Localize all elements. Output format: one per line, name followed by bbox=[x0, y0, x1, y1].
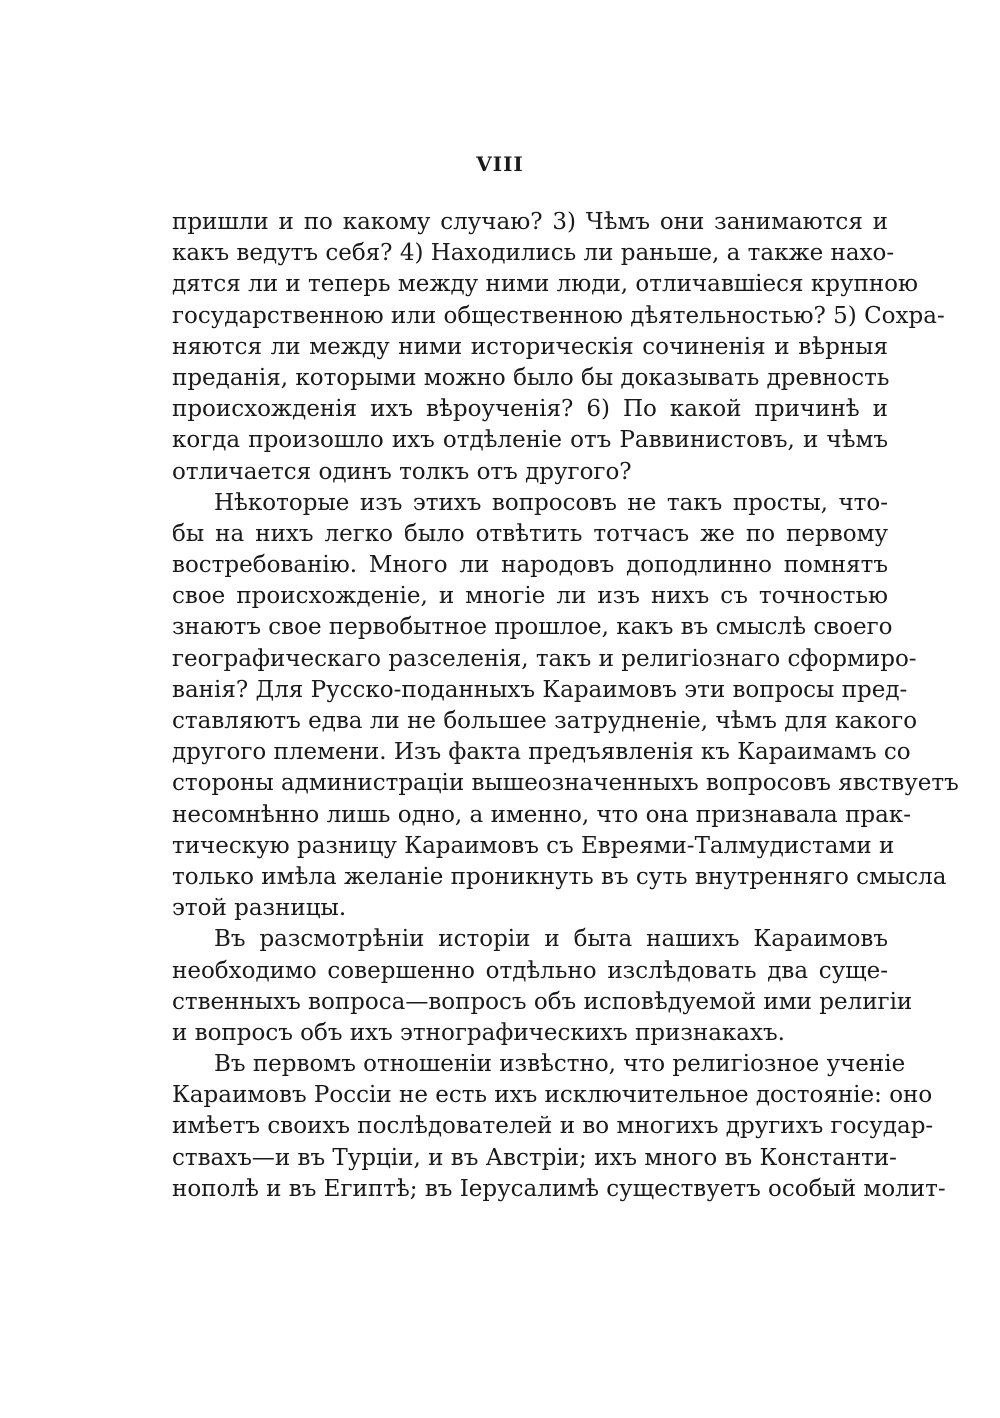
paragraph-end-line: этой разницы. bbox=[172, 895, 347, 922]
text-line: происхожденія ихъ вѣроученія? 6) По какой причинѣ и bbox=[172, 396, 888, 423]
text-line: знаютъ свое первобытное прошлое, какъ въ смыслѣ своего bbox=[172, 614, 893, 641]
text-line: другого племени. Изъ факта предъявленія къ Караимамъ со bbox=[172, 739, 911, 766]
text-line: необходимо совершенно отдѣльно изслѣдовать два суще- bbox=[172, 957, 888, 984]
page-number: VIII bbox=[476, 152, 524, 176]
text-line: имѣетъ своихъ послѣдователей и во многихъ другихъ государ- bbox=[172, 1113, 934, 1140]
text-line: пришли и по какому случаю? 3) Чѣмъ они занимаются и bbox=[172, 209, 888, 235]
paragraph-start-line: Нѣкоторые изъ этихъ вопросовъ не такъ просты, что- bbox=[214, 489, 888, 516]
paragraph-end-line: и вопросъ объ ихъ этнографическихъ признакахъ. bbox=[172, 1019, 785, 1046]
text-line: нополѣ и въ Египтѣ; въ Іерусалимѣ существуетъ особый молит- bbox=[172, 1175, 946, 1202]
text-line: преданія, которыми можно было бы доказывать древность bbox=[172, 364, 890, 391]
text-line: ванія? Для Русско-поданныхъ Караимовъ эти вопросы пред- bbox=[172, 676, 908, 703]
text-line: дятся ли и теперь между ними люди, отличавшіеся крупною bbox=[172, 271, 919, 298]
text-line: несомнѣнно лишь одно, а именно, что она признавала прак- bbox=[172, 801, 911, 828]
text-line: только имѣла желаніе проникнуть въ суть внутренняго смысла bbox=[172, 863, 947, 890]
text-line: свое происхожденіе, и многіе ли изъ нихъ съ точностью bbox=[172, 583, 888, 610]
text-line: няются ли между ними историческія сочиненія и вѣрныя bbox=[172, 333, 888, 360]
text-line: Караимовъ Россіи не есть ихъ исключительное достояніе: оно bbox=[172, 1082, 933, 1109]
text-line: ствахъ—и въ Турціи, и въ Австріи; ихъ много въ Константи- bbox=[172, 1144, 897, 1171]
text-line: стороны администраціи вышеозначенныхъ вопросовъ явствуетъ bbox=[172, 770, 959, 797]
text-line: государственною или общественною дѣятельностью? 5) Сохра- bbox=[172, 302, 945, 329]
text-line: тическую разницу Караимовъ съ Евреями-Талмудистами и bbox=[172, 832, 895, 859]
paragraph-start-line: Въ первомъ отношеніи извѣстно, что религіозное ученіе bbox=[214, 1051, 906, 1078]
body-text bbox=[172, 207, 959, 1205]
text-line: бы на нихъ легко было отвѣтить тотчасъ же по первому bbox=[172, 520, 888, 547]
text-line: ственныхъ вопроса—вопросъ объ исповѣдуемой ими религіи bbox=[172, 988, 913, 1015]
text-line: когда произошло ихъ отдѣленіе отъ Раввинистовъ, и чѣмъ bbox=[172, 427, 888, 454]
text-line: географическаго разселенія, такъ и религіознаго сформиро- bbox=[172, 645, 917, 672]
text-line: ставляютъ едва ли не большее затрудненіе, чѣмъ для какого bbox=[172, 708, 918, 734]
paragraph-start-line: Въ разсмотрѣніи исторіи и быта нашихъ Караимовъ bbox=[214, 926, 888, 953]
text-line: какъ ведутъ себя? 4) Находились ли раньше, а также нахо- bbox=[172, 240, 895, 267]
paragraph-end-line: отличается одинъ толкъ отъ другого? bbox=[172, 458, 632, 485]
text-line: востребованію. Много ли народовъ доподлинно помнятъ bbox=[172, 552, 888, 579]
